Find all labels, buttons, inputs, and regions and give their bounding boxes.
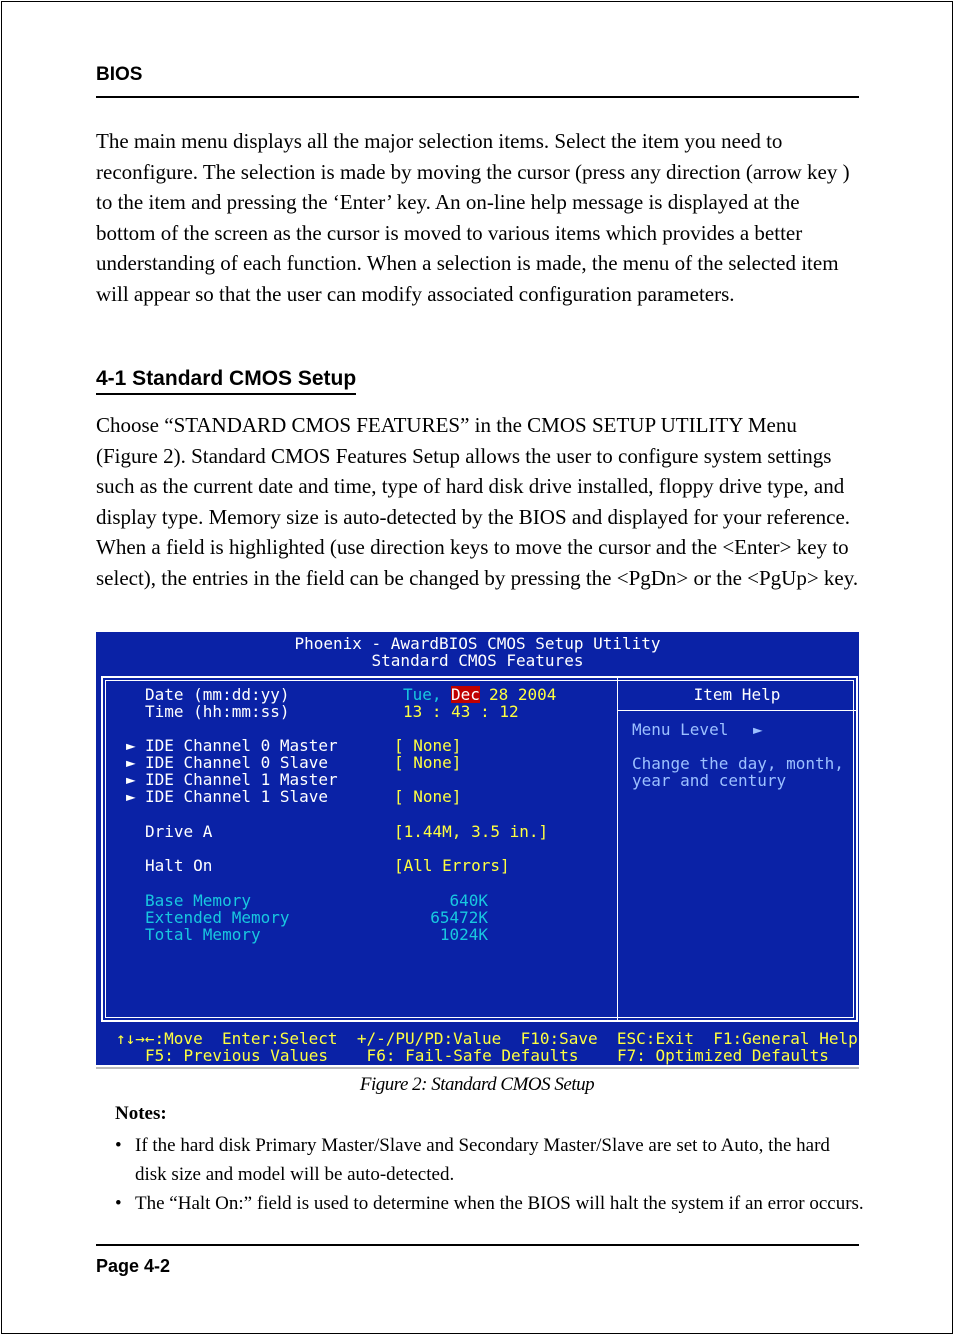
halt-on-value[interactable]: [All Errors]	[394, 856, 510, 875]
extended-memory-label: Extended Memory	[145, 908, 290, 927]
total-memory-value: 1024K	[439, 925, 488, 944]
base-memory-label: Base Memory	[145, 891, 251, 910]
ide-channel-label[interactable]: IDE Channel 1 Master	[145, 770, 338, 789]
note-item	[115, 1189, 865, 1218]
date-rest[interactable]: 28 2004	[489, 685, 557, 704]
date-month-selected[interactable]: Dec	[451, 685, 480, 704]
page-header	[96, 62, 859, 98]
intro-paragraph: The main menu displays all the major selection items. Select the item you need to reconfigure. The selection is made by moving the cursor (press any direction (arrow key ) to the item and pressing the ‘Enter’ key. An on-line help message is displayed at the bottom of the screen as the cursor is moved to various items which provides a better understanding of each function. When a selection is made, the menu of the selected item will appear so that the user can modify associated configuration parameters.	[96, 129, 850, 306]
bios-screenshot	[96, 632, 859, 1065]
help-text-line1: Change the day, month,	[632, 754, 844, 773]
time-label: Time (hh:mm:ss)	[145, 702, 290, 721]
bullet-icon: •	[115, 1135, 122, 1156]
figure-caption: Figure 2: Standard CMOS Setup	[359, 1074, 595, 1095]
ide-channel-value[interactable]: [ None]	[394, 736, 462, 755]
date-label: Date (mm:dd:yy)	[145, 685, 290, 704]
ide-arrow-icon: ►	[126, 787, 136, 806]
note-text: The “Halt On:” field is used to determine when the BIOS will halt the system if an error occurs.	[135, 1193, 864, 1214]
ide-arrow-icon: ►	[126, 736, 136, 755]
bios-main-frame-inner	[105, 680, 854, 1018]
bios-keybar-line1: ↑↓→←:Move Enter:Select +/-/PU/PD:Value F10:Save ESC:Exit F1:General Help	[116, 1029, 858, 1048]
time-value[interactable]: 13 : 43 : 12	[403, 702, 519, 721]
ide-channel-label[interactable]: IDE Channel 1 Slave	[145, 787, 329, 806]
total-memory-label: Total Memory	[145, 925, 261, 944]
base-memory-value: 640K	[449, 891, 488, 910]
menu-level-label: Menu Level	[632, 720, 729, 739]
section-paragraph: Choose “STANDARD CMOS FEATURES” in the CMOS SETUP UTILITY Menu (Figure 2). Standard CMOS Features Setup allows the user to configure system settings such as the current date and time, type of hard disk drive installed, floppy drive type, and display type. Memory size is auto-detected by the BIOS and displayed for your reference. When a field is highlighted (use direction keys to move the cursor and the <Enter> key to select), the entries in the field can be changed by pressing the <PgDn> or the <PgUp> key.	[96, 413, 859, 590]
drive-a-value[interactable]: [1.44M, 3.5 in.]	[394, 822, 549, 841]
header-title: BIOS	[96, 64, 143, 85]
ide-channel-value[interactable]: [ None]	[394, 753, 462, 772]
bios-subtitle: Standard CMOS Features	[371, 651, 584, 670]
date-day: Tue,	[403, 685, 442, 704]
item-help-title: Item Help	[693, 685, 781, 704]
extended-memory-value: 65472K	[430, 908, 488, 927]
bios-help-divider	[617, 676, 618, 1022]
bios-keybar-line2: F5: Previous Values F6: Fail-Safe Defaults F7: Optimized Defaults	[145, 1046, 829, 1065]
ide-arrow-icon: ►	[126, 753, 136, 772]
page-number: Page 4-2	[96, 1256, 171, 1276]
bios-title: Phoenix - AwardBIOS CMOS Setup Utility	[294, 634, 661, 653]
section-title: 4-1 Standard CMOS Setup	[96, 367, 356, 395]
drive-a-label: Drive A	[145, 822, 213, 841]
notes-title: Notes:	[115, 1103, 167, 1124]
menu-level-arrow-icon: ►	[753, 720, 763, 739]
bios-help-title-rule	[618, 710, 856, 711]
note-item	[115, 1131, 865, 1189]
figure-rule	[96, 1067, 859, 1069]
ide-arrow-icon: ►	[126, 770, 136, 789]
help-text-line2: year and century	[632, 771, 787, 790]
ide-channel-value[interactable]: [ None]	[394, 787, 462, 806]
ide-channel-label[interactable]: IDE Channel 0 Slave	[145, 753, 329, 772]
halt-on-label: Halt On	[145, 856, 213, 875]
ide-channel-label[interactable]: IDE Channel 0 Master	[145, 736, 338, 755]
note-text: If the hard disk Primary Master/Slave and Secondary Master/Slave are set to Auto, the hard disk size and model will be auto-detected.	[135, 1135, 830, 1185]
footer-rule	[96, 1244, 859, 1246]
bullet-icon: •	[115, 1193, 122, 1214]
